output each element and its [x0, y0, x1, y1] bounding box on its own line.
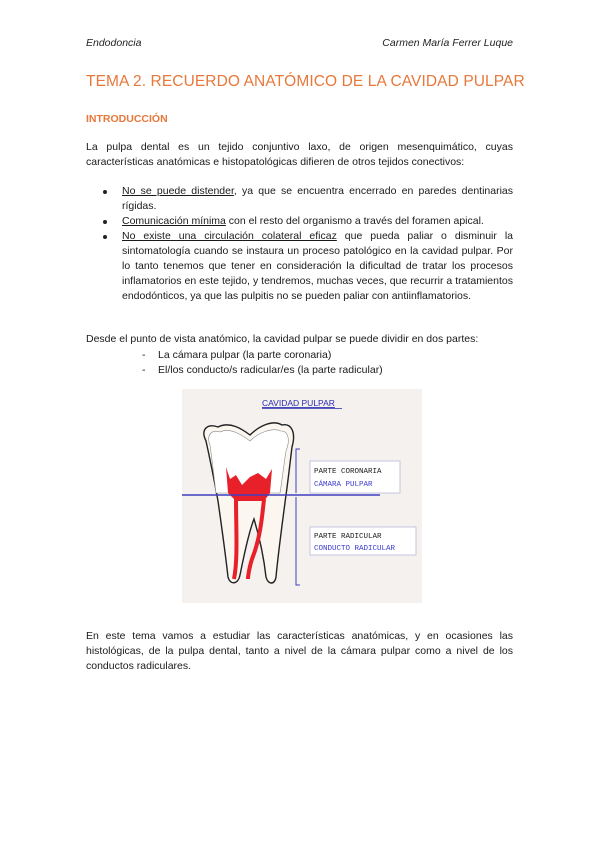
- dash-icon: -: [142, 364, 146, 376]
- list-item: [142, 348, 383, 363]
- division-list: [142, 348, 383, 378]
- header-author: Carmen María Ferrer Luque: [382, 37, 513, 49]
- bullet-keyword: No existe una circulación colateral eficaz: [122, 230, 337, 242]
- bullet-text: que pueda paliar o disminuir la sintomatología cuando se instaura un proceso patológico en la cavidad pulpar. Por lo tanto tenemos que tener en consideración la dificultad de tratar los procesos inflamatorios en este tejido, y tendremos, muchas veces, que recurrir a tratamientos endodónticos, ya que las pulpitis no se pueden paliar con antiinflamatorios.: [122, 230, 513, 302]
- bullet-icon: [103, 220, 107, 224]
- closing-paragraph: En este tema vamos a estudiar las características anatómicas, y en ocasiones las histológicas, de la pulpa dental, tanto a nivel de la cámara pulpar como a nivel de los conductos radiculares.: [86, 630, 513, 672]
- bullet-text: con el resto del organismo a través del foramen apical.: [225, 215, 484, 227]
- tooth-figure: [182, 389, 422, 603]
- division-item-text: El/los conducto/s radicular/es (la parte radicular): [158, 364, 383, 376]
- bullet-keyword: Comunicación mínima: [122, 215, 226, 227]
- root-label: PARTE RADICULAR: [314, 533, 382, 541]
- dash-icon: -: [142, 349, 146, 361]
- crown-label: PARTE CORONARIA: [314, 468, 382, 476]
- crown-bracket: [296, 449, 300, 493]
- root-bracket: [296, 497, 300, 585]
- bullet-icon: [103, 190, 107, 194]
- bullet-icon: [103, 235, 107, 239]
- list-item: [86, 229, 513, 304]
- section-title: INTRODUCCIÓN: [86, 113, 168, 125]
- list-item: [86, 184, 513, 214]
- bullet-text: , ya que se encuentra encerrado en paredes dentinarias rígidas.: [122, 185, 514, 212]
- crown-sublabel: CÁMARA PULPAR: [314, 481, 373, 489]
- list-item: [142, 363, 383, 378]
- header-subject: Endodoncia: [86, 37, 142, 49]
- division-item-text: La cámara pulpar (la parte coronaria): [158, 349, 332, 361]
- root-sublabel: CONDUCTO RADICULAR: [314, 545, 396, 553]
- figure-title: CAVIDAD PULPAR: [262, 398, 335, 408]
- characteristics-list: [86, 184, 513, 304]
- bullet-keyword: No se puede distender: [122, 185, 234, 197]
- intro-paragraph: La pulpa dental es un tejido conjuntivo laxo, de origen mesenquimático, cuyas características anatómicas e histopatológicas difieren de otros tejidos conectivos:: [86, 141, 513, 168]
- division-paragraph: Desde el punto de vista anatómico, la cavidad pulpar se puede dividir en dos partes:: [86, 333, 479, 345]
- list-item: [86, 214, 513, 229]
- page-title: TEMA 2. RECUERDO ANATÓMICO DE LA CAVIDAD PULPAR: [86, 73, 525, 90]
- tooth-diagram: [182, 389, 422, 603]
